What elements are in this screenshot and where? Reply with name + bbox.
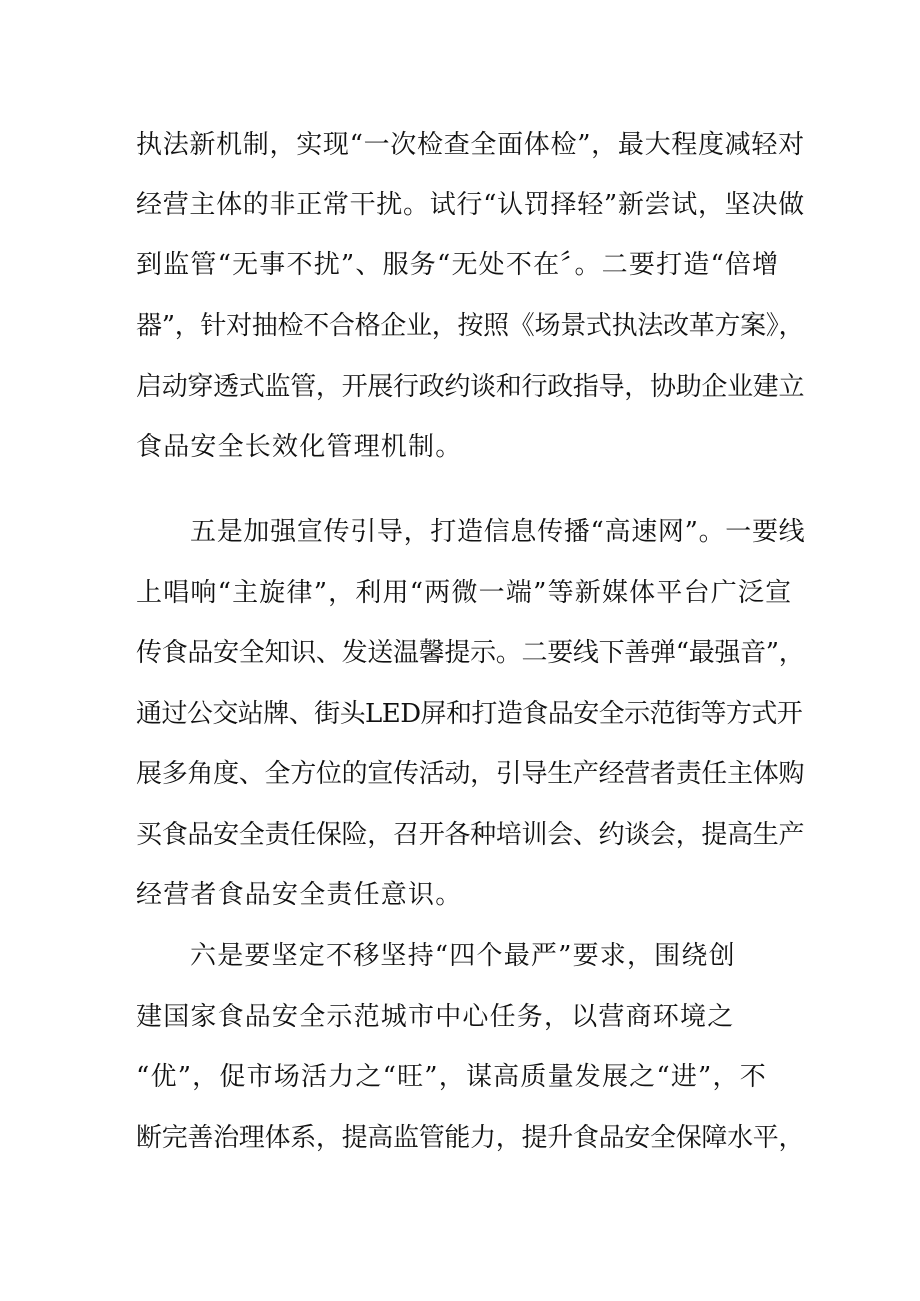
- text-line: 到监管“无事不扰”、服务“无处不在〞。二要打造“倍增: [136, 250, 780, 280]
- text-line: 执法新机制，实现“一次检查全面体检”，最大程度减轻对: [136, 130, 805, 160]
- text-line: 买食品安全责任保险，召开各种培训会、约谈会，提高生产: [136, 820, 805, 850]
- text-line: 展多角度、全方位的宣传活动，引导生产经营者责任主体购: [136, 759, 805, 789]
- text-line: 传食品安全知识、发送温馨提示。二要线下善弹“最强音”，: [136, 638, 805, 668]
- text-line: 通过公交站牌、街头LED屏和打造食品安全示范街等方式开: [136, 699, 803, 729]
- text-line: 经营者食品安全责任意识。: [136, 880, 463, 910]
- text-line: 器”，针对抽检不合格企业，按照《场景式执法改革方案》，: [136, 311, 805, 341]
- text-line: 经营主体的非正常干扰。试行“认罚择轻”新尝试，坚决做: [136, 190, 805, 220]
- text-line: 食品安全长效化管理机制。: [136, 432, 463, 462]
- text-line: 建国家食品安全示范城市中心任务，以营商环境之: [136, 1002, 735, 1032]
- text-line: “优”，促市场活力之“旺”，谋高质量发展之“进”，不: [136, 1062, 767, 1092]
- text-line: 五是加强宣传引导，打造信息传播“高速网”。一要线: [190, 517, 806, 547]
- text-line: 六是要坚定不移坚持“四个最严”要求，围绕创: [190, 941, 736, 971]
- text-line: 断完善治理体系，提高监管能力，提升食品安全保障水平，: [136, 1123, 805, 1153]
- text-line: 启动穿透式监管，开展行政约谈和行政指导，协助企业建立: [136, 372, 805, 402]
- text-line: 上唱响“主旋律”，利用“两微一端”等新媒体平台广泛宣: [136, 578, 793, 608]
